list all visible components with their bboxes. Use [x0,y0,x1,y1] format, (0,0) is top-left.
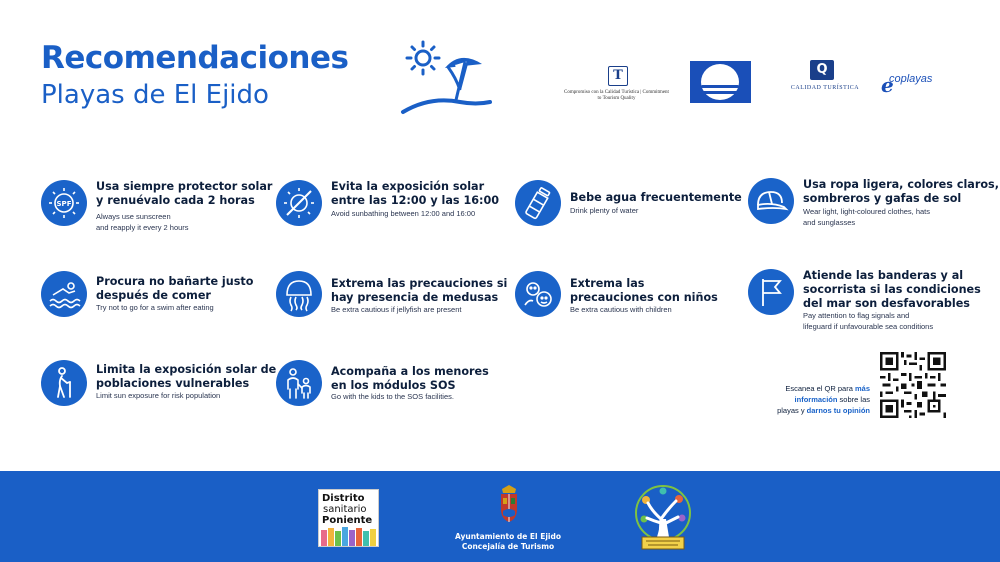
header [41,38,348,111]
footer [0,471,1000,562]
tree-logo [634,485,692,551]
beach-umbrella-icon [400,38,492,118]
water-bottle-icon [515,180,561,226]
tourism-quality-logo: T Compromiso con la Calidad Turística | Commitment to Tourism Quality [564,68,669,101]
qr-section [777,350,950,420]
rec-jellyfish: Extrema las precauciones si hay presencia de medusas Be extra cautious if jellyfish are present [276,271,496,321]
quality-t-icon: T [608,66,628,86]
ecoplayas-logo: e coplayas [881,73,933,97]
q-calidad-logo: Q CALIDAD TURÍSTICA [790,62,860,91]
rec-clothing: Usa ropa ligera, colores claros, sombreros y gafas de sol Wear light, light-coloured clothes, hats and sunglasses [748,178,968,238]
rec-children: Extrema las precauciones con niños Be extra cautious with children [515,271,725,321]
rec-sunscreen: SPF Usa siempre protector solar y renuévalo cada 2 horas Always use sunscreen and reapply it every 2 hours [41,180,256,235]
rec-avoid-sun: Evita la exposición solar entre las 12:00 y las 16:00 Avoid sunbathing between 12:00 and 16:00 [276,180,496,235]
ayuntamiento-logo: Ayuntamiento de El Ejido Concejalía de Turismo [452,485,562,555]
jellyfish-icon [276,271,322,317]
rec-swim-after-eating: Procura no bañarte justo después de comer Try not to go for a swim after eating [41,271,256,321]
q-icon: Q [810,60,834,80]
distrito-sanitario-logo: Distrito sanitario Poniente [318,489,379,547]
page-title: Recomendaciones [41,40,349,76]
sunscreen-icon [41,180,87,226]
cap-icon [748,178,794,224]
rec-water: Bebe agua frecuentemente Drink plenty of water [515,180,725,228]
hands-icon [319,526,378,546]
flag-icon [748,269,794,315]
blue-flag-logo [690,61,751,103]
family-icon [276,360,322,406]
certification-logos [560,56,960,116]
swimmer-icon [41,271,87,317]
qr-instructions: Escanea el QR para más información sobre las playas y darnos tu opinión [777,384,870,415]
no-sun-icon [276,180,322,226]
rec-sos-modules: Acompaña a los menores en los módulos SOS Go with the kids to the SOS facilities. [276,360,496,410]
elderly-icon [41,360,87,406]
svg-text:SPF: SPF [56,200,72,208]
rec-flags: Atiende las banderas y al socorrista si las condiciones del mar son desfavorables Pay attention to flag signals and lifeguard if unfavourable sea conditions [748,269,968,333]
children-icon [515,271,561,317]
rec-vulnerable: Limita la exposición solar de poblaciones vulnerables Limit sun exposure for risk population [41,360,256,410]
coat-of-arms-icon [498,485,520,523]
qr-code[interactable] [880,352,946,418]
page-subtitle: Playas de El Ejido [41,80,269,110]
